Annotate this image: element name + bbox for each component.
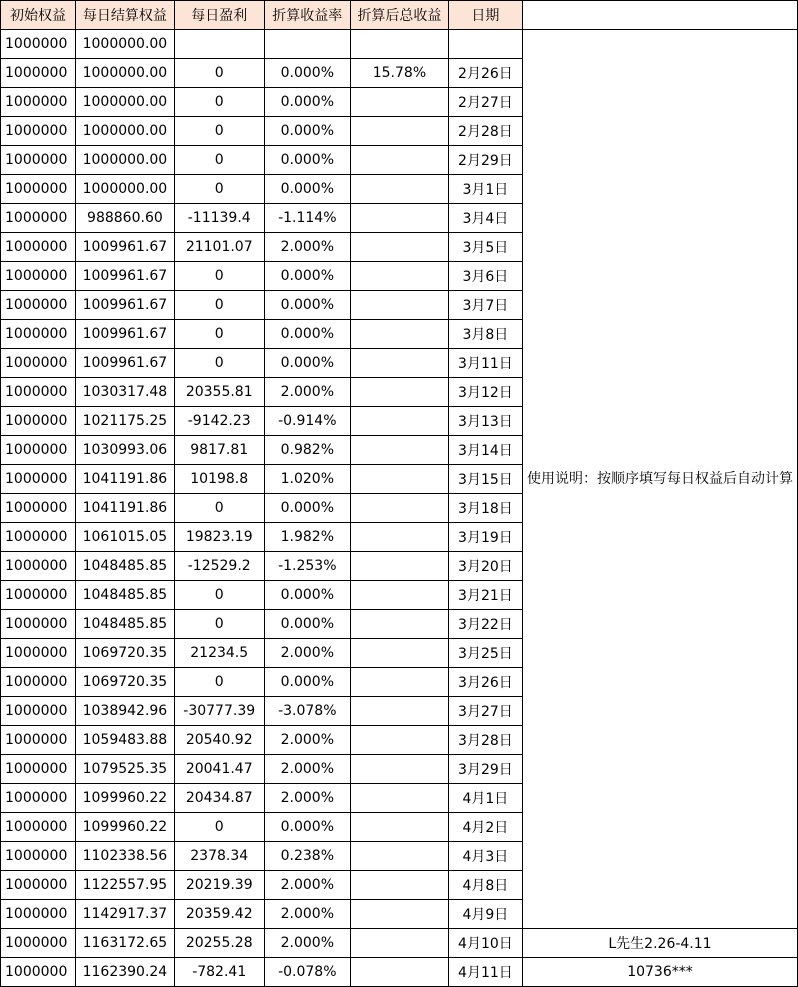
cell-daily-profit[interactable]: 21101.07 (174, 233, 264, 262)
cell-daily-settlement-equity[interactable]: 1009961.67 (75, 349, 174, 378)
cell-initial-equity[interactable]: 1000000 (1, 755, 76, 784)
cell-initial-equity[interactable]: 1000000 (1, 175, 76, 204)
cell-converted-total-return[interactable] (351, 639, 449, 668)
cell-date[interactable]: 3月15日 (448, 465, 522, 494)
cell-converted-return-rate[interactable]: 0.000% (264, 581, 350, 610)
cell-converted-total-return[interactable] (351, 755, 449, 784)
cell-converted-total-return[interactable] (351, 291, 449, 320)
cell-converted-return-rate[interactable]: 0.982% (264, 436, 350, 465)
cell-converted-total-return[interactable] (351, 465, 449, 494)
cell-initial-equity[interactable]: 1000000 (1, 871, 76, 900)
cell-daily-settlement-equity[interactable]: 1061015.05 (75, 523, 174, 552)
cell-converted-return-rate[interactable]: 0.000% (264, 88, 350, 117)
cell-daily-profit[interactable]: 20255.28 (174, 929, 264, 958)
cell-daily-profit[interactable]: -9142.23 (174, 407, 264, 436)
cell-date[interactable]: 3月11日 (448, 349, 522, 378)
cell-initial-equity[interactable]: 1000000 (1, 929, 76, 958)
cell-initial-equity[interactable]: 1000000 (1, 59, 76, 88)
cell-daily-settlement-equity[interactable]: 1122557.95 (75, 871, 174, 900)
cell-daily-profit[interactable]: 20219.39 (174, 871, 264, 900)
cell-date[interactable]: 3月25日 (448, 639, 522, 668)
cell-converted-return-rate[interactable]: 0.000% (264, 262, 350, 291)
cell-converted-return-rate[interactable]: 2.000% (264, 900, 350, 929)
cell-converted-total-return[interactable] (351, 697, 449, 726)
cell-date[interactable]: 3月19日 (448, 523, 522, 552)
cell-converted-return-rate[interactable]: 0.000% (264, 494, 350, 523)
cell-converted-total-return[interactable] (351, 610, 449, 639)
cell-daily-profit[interactable]: 20359.42 (174, 900, 264, 929)
cell-initial-equity[interactable]: 1000000 (1, 378, 76, 407)
cell-converted-return-rate[interactable]: 2.000% (264, 233, 350, 262)
header-initial-equity[interactable]: 初始权益 (1, 1, 76, 30)
cell-converted-return-rate[interactable]: 0.000% (264, 291, 350, 320)
cell-initial-equity[interactable]: 1000000 (1, 697, 76, 726)
cell-daily-settlement-equity[interactable]: 1009961.67 (75, 262, 174, 291)
cell-date[interactable]: 2月29日 (448, 146, 522, 175)
cell-daily-profit[interactable]: 0 (174, 813, 264, 842)
cell-date[interactable]: 3月26日 (448, 668, 522, 697)
cell-initial-equity[interactable]: 1000000 (1, 349, 76, 378)
cell-initial-equity[interactable]: 1000000 (1, 436, 76, 465)
cell-daily-settlement-equity[interactable]: 1009961.67 (75, 320, 174, 349)
cell-initial-equity[interactable]: 1000000 (1, 320, 76, 349)
cell-daily-settlement-equity[interactable]: 1099960.22 (75, 813, 174, 842)
cell-initial-equity[interactable]: 1000000 (1, 552, 76, 581)
cell-converted-return-rate[interactable]: -0.078% (264, 958, 350, 987)
cell-date[interactable]: 3月5日 (448, 233, 522, 262)
cell-date[interactable]: 4月2日 (448, 813, 522, 842)
cell-daily-settlement-equity[interactable]: 1030317.48 (75, 378, 174, 407)
cell-initial-equity[interactable]: 1000000 (1, 407, 76, 436)
table-row (1, 958, 798, 987)
cell-converted-return-rate[interactable]: 0.000% (264, 175, 350, 204)
cell-converted-return-rate[interactable]: -1.114% (264, 204, 350, 233)
cell-initial-equity[interactable]: 1000000 (1, 117, 76, 146)
cell-initial-equity[interactable]: 1000000 (1, 30, 76, 59)
cell-converted-total-return[interactable] (351, 784, 449, 813)
cell-daily-settlement-equity[interactable]: 1142917.37 (75, 900, 174, 929)
cell-daily-profit[interactable]: 20540.92 (174, 726, 264, 755)
header-daily-profit[interactable]: 每日盈利 (174, 1, 264, 30)
cell-date[interactable]: 3月29日 (448, 755, 522, 784)
cell-initial-equity[interactable]: 1000000 (1, 581, 76, 610)
cell-date[interactable]: 3月6日 (448, 262, 522, 291)
table-row (1, 30, 798, 59)
cell-date[interactable] (448, 30, 522, 59)
usage-note: 使用说明：按顺序填写每日权益后自动计算 (522, 30, 797, 929)
cell-daily-profit[interactable]: -30777.39 (174, 697, 264, 726)
cell-initial-equity[interactable]: 1000000 (1, 262, 76, 291)
cell-converted-total-return[interactable] (351, 407, 449, 436)
cell-converted-total-return[interactable] (351, 436, 449, 465)
cell-date[interactable]: 3月12日 (448, 378, 522, 407)
cell-date[interactable]: 3月21日 (448, 581, 522, 610)
cell-daily-profit[interactable]: 10198.8 (174, 465, 264, 494)
cell-converted-return-rate[interactable]: 0.000% (264, 117, 350, 146)
cell-converted-total-return[interactable] (351, 494, 449, 523)
cell-converted-return-rate[interactable]: 0.000% (264, 349, 350, 378)
cell-daily-settlement-equity[interactable]: 1048485.85 (75, 552, 174, 581)
cell-initial-equity[interactable]: 1000000 (1, 610, 76, 639)
cell-date[interactable]: 2月27日 (448, 88, 522, 117)
cell-daily-profit[interactable]: 2378.34 (174, 842, 264, 871)
cell-date[interactable]: 3月28日 (448, 726, 522, 755)
cell-daily-settlement-equity[interactable]: 1000000.00 (75, 88, 174, 117)
cell-daily-profit[interactable] (174, 30, 264, 59)
cell-daily-settlement-equity[interactable]: 1162390.24 (75, 958, 174, 987)
table-row (1, 929, 798, 958)
cell-daily-profit[interactable]: 0 (174, 349, 264, 378)
cell-daily-profit[interactable]: 0 (174, 117, 264, 146)
table-body (1, 30, 798, 987)
cell-initial-equity[interactable]: 1000000 (1, 88, 76, 117)
cell-date[interactable]: 4月9日 (448, 900, 522, 929)
cell-daily-profit[interactable]: 0 (174, 59, 264, 88)
cell-daily-profit[interactable]: 0 (174, 320, 264, 349)
cell-daily-settlement-equity[interactable]: 1059483.88 (75, 726, 174, 755)
cell-converted-return-rate[interactable]: 2.000% (264, 639, 350, 668)
cell-converted-return-rate[interactable]: 1.982% (264, 523, 350, 552)
cell-converted-total-return[interactable] (351, 117, 449, 146)
cell-converted-return-rate[interactable]: 2.000% (264, 726, 350, 755)
cell-daily-settlement-equity[interactable]: 1069720.35 (75, 668, 174, 697)
cell-converted-total-return[interactable] (351, 204, 449, 233)
cell-daily-settlement-equity[interactable]: 1000000.00 (75, 30, 174, 59)
cell-initial-equity[interactable]: 1000000 (1, 146, 76, 175)
cell-daily-profit[interactable]: 9817.81 (174, 436, 264, 465)
cell-daily-settlement-equity[interactable]: 1041191.86 (75, 494, 174, 523)
cell-converted-total-return[interactable] (351, 88, 449, 117)
account-id-label: 10736*** (522, 958, 797, 987)
cell-daily-profit[interactable]: 0 (174, 581, 264, 610)
cell-daily-profit[interactable]: -782.41 (174, 958, 264, 987)
cell-converted-return-rate[interactable]: 2.000% (264, 755, 350, 784)
cell-daily-profit[interactable]: 20041.47 (174, 755, 264, 784)
cell-daily-settlement-equity[interactable]: 1000000.00 (75, 146, 174, 175)
header-converted-return-rate[interactable]: 折算收益率 (264, 1, 350, 30)
cell-initial-equity[interactable]: 1000000 (1, 639, 76, 668)
cell-initial-equity[interactable]: 1000000 (1, 900, 76, 929)
cell-date[interactable]: 2月28日 (448, 117, 522, 146)
cell-daily-profit[interactable]: -12529.2 (174, 552, 264, 581)
cell-converted-total-return[interactable] (351, 668, 449, 697)
cell-converted-return-rate[interactable]: 0.000% (264, 320, 350, 349)
cell-converted-return-rate[interactable]: -3.078% (264, 697, 350, 726)
cell-daily-settlement-equity[interactable]: 1038942.96 (75, 697, 174, 726)
cell-date[interactable]: 4月11日 (448, 958, 522, 987)
cell-daily-settlement-equity[interactable]: 988860.60 (75, 204, 174, 233)
header-converted-total-return[interactable]: 折算后总收益 (351, 1, 449, 30)
cell-converted-return-rate[interactable]: 0.000% (264, 146, 350, 175)
cell-converted-total-return[interactable] (351, 30, 449, 59)
note-column-top (522, 1, 797, 30)
cell-daily-profit[interactable]: 20355.81 (174, 378, 264, 407)
cell-daily-profit[interactable]: 0 (174, 668, 264, 697)
cell-initial-equity[interactable]: 1000000 (1, 233, 76, 262)
cell-converted-return-rate[interactable]: -0.914% (264, 407, 350, 436)
cell-converted-return-rate[interactable]: 2.000% (264, 378, 350, 407)
cell-converted-total-return[interactable] (351, 552, 449, 581)
cell-date[interactable]: 3月13日 (448, 407, 522, 436)
cell-converted-total-return[interactable] (351, 726, 449, 755)
cell-converted-total-return[interactable] (351, 813, 449, 842)
cell-date[interactable]: 3月18日 (448, 494, 522, 523)
cell-date[interactable]: 3月8日 (448, 320, 522, 349)
cell-daily-settlement-equity[interactable]: 1030993.06 (75, 436, 174, 465)
cell-daily-profit[interactable]: 0 (174, 88, 264, 117)
cell-converted-return-rate[interactable]: -1.253% (264, 552, 350, 581)
cell-daily-profit[interactable]: 21234.5 (174, 639, 264, 668)
cell-converted-total-return[interactable] (351, 146, 449, 175)
cell-converted-return-rate[interactable]: 0.000% (264, 668, 350, 697)
cell-converted-total-return[interactable] (351, 929, 449, 958)
cell-converted-return-rate[interactable]: 2.000% (264, 871, 350, 900)
cell-daily-settlement-equity[interactable]: 1048485.85 (75, 581, 174, 610)
cell-daily-profit[interactable]: 0 (174, 262, 264, 291)
cell-initial-equity[interactable]: 1000000 (1, 842, 76, 871)
cell-daily-settlement-equity[interactable]: 1009961.67 (75, 233, 174, 262)
cell-daily-profit[interactable]: 20434.87 (174, 784, 264, 813)
cell-date[interactable]: 3月14日 (448, 436, 522, 465)
cell-converted-total-return[interactable] (351, 900, 449, 929)
cell-converted-total-return[interactable] (351, 233, 449, 262)
cell-daily-profit[interactable]: 0 (174, 494, 264, 523)
cell-daily-profit[interactable]: 0 (174, 175, 264, 204)
cell-initial-equity[interactable]: 1000000 (1, 291, 76, 320)
cell-date[interactable]: 3月7日 (448, 291, 522, 320)
cell-daily-profit[interactable]: 19823.19 (174, 523, 264, 552)
cell-date[interactable]: 3月22日 (448, 610, 522, 639)
cell-initial-equity[interactable]: 1000000 (1, 784, 76, 813)
cell-initial-equity[interactable]: 1000000 (1, 958, 76, 987)
cell-initial-equity[interactable]: 1000000 (1, 494, 76, 523)
cell-converted-total-return[interactable] (351, 871, 449, 900)
cell-daily-settlement-equity[interactable]: 1069720.35 (75, 639, 174, 668)
cell-converted-total-return[interactable] (351, 262, 449, 291)
cell-daily-settlement-equity[interactable]: 1021175.25 (75, 407, 174, 436)
cell-date[interactable]: 4月10日 (448, 929, 522, 958)
cell-daily-settlement-equity[interactable]: 1000000.00 (75, 59, 174, 88)
converted-total-return-value[interactable]: 15.78% (351, 59, 449, 88)
cell-date[interactable]: 4月1日 (448, 784, 522, 813)
cell-converted-return-rate[interactable]: 0.238% (264, 842, 350, 871)
cell-converted-return-rate[interactable]: 0.000% (264, 610, 350, 639)
cell-daily-profit[interactable]: 0 (174, 291, 264, 320)
cell-initial-equity[interactable]: 1000000 (1, 523, 76, 552)
cell-daily-settlement-equity[interactable]: 1000000.00 (75, 117, 174, 146)
cell-converted-return-rate[interactable]: 2.000% (264, 929, 350, 958)
cell-converted-return-rate[interactable]: 0.000% (264, 813, 350, 842)
cell-converted-total-return[interactable] (351, 320, 449, 349)
cell-daily-profit[interactable]: -11139.4 (174, 204, 264, 233)
cell-daily-settlement-equity[interactable]: 1048485.85 (75, 610, 174, 639)
cell-converted-total-return[interactable] (351, 349, 449, 378)
cell-date[interactable]: 3月1日 (448, 175, 522, 204)
cell-daily-settlement-equity[interactable]: 1102338.56 (75, 842, 174, 871)
cell-converted-total-return[interactable] (351, 523, 449, 552)
cell-daily-profit[interactable]: 0 (174, 610, 264, 639)
header-row (1, 1, 798, 30)
cell-date[interactable]: 4月8日 (448, 871, 522, 900)
cell-converted-total-return[interactable] (351, 378, 449, 407)
cell-daily-profit[interactable]: 0 (174, 146, 264, 175)
cell-date[interactable]: 3月27日 (448, 697, 522, 726)
cell-converted-return-rate[interactable]: 0.000% (264, 59, 350, 88)
header-date[interactable]: 日期 (448, 1, 522, 30)
cell-converted-return-rate[interactable] (264, 30, 350, 59)
cell-date[interactable]: 4月3日 (448, 842, 522, 871)
cell-converted-return-rate[interactable]: 2.000% (264, 784, 350, 813)
cell-daily-settlement-equity[interactable]: 1000000.00 (75, 175, 174, 204)
cell-initial-equity[interactable]: 1000000 (1, 726, 76, 755)
cell-date[interactable]: 2月26日 (448, 59, 522, 88)
cell-daily-settlement-equity[interactable]: 1041191.86 (75, 465, 174, 494)
cell-converted-total-return[interactable] (351, 175, 449, 204)
cell-date[interactable]: 3月4日 (448, 204, 522, 233)
cell-converted-total-return[interactable] (351, 581, 449, 610)
cell-initial-equity[interactable]: 1000000 (1, 813, 76, 842)
cell-converted-total-return[interactable] (351, 958, 449, 987)
cell-daily-settlement-equity[interactable]: 1163172.65 (75, 929, 174, 958)
header-daily-settlement-equity[interactable]: 每日结算权益 (75, 1, 174, 30)
cell-daily-settlement-equity[interactable]: 1009961.67 (75, 291, 174, 320)
cell-daily-settlement-equity[interactable]: 1099960.22 (75, 784, 174, 813)
cell-converted-return-rate[interactable]: 1.020% (264, 465, 350, 494)
cell-date[interactable]: 3月20日 (448, 552, 522, 581)
cell-initial-equity[interactable]: 1000000 (1, 204, 76, 233)
client-name-label: L先生2.26-4.11 (522, 929, 797, 958)
cell-initial-equity[interactable]: 1000000 (1, 668, 76, 697)
cell-converted-total-return[interactable] (351, 842, 449, 871)
cell-initial-equity[interactable]: 1000000 (1, 465, 76, 494)
cell-daily-settlement-equity[interactable]: 1079525.35 (75, 755, 174, 784)
